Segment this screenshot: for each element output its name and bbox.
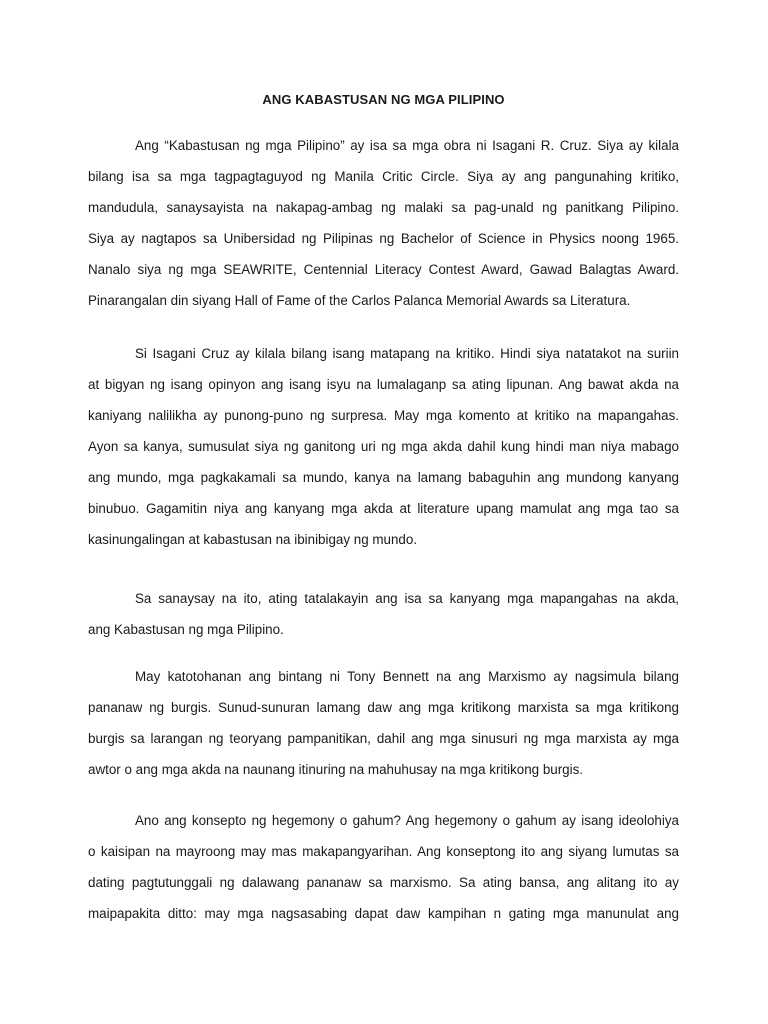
paragraph-line: Si Isagani Cruz ay kilala bilang isang matapang na kritiko. Hindi siya natatakot na suriin <box>135 346 679 361</box>
paragraph-line: burgis sa larangan ng teoryang pampanitikan, dahil ang mga sinusuri ng mga marxista ay mga <box>88 731 679 746</box>
paragraph-line: ang mundo, mga pagkakamali sa mundo, kanya na lamang babaguhin ang mundong kanyang <box>88 470 679 485</box>
document-title: ANG KABASTUSAN NG MGA PILIPINO <box>262 92 505 107</box>
paragraph-line: at bigyan ng isang opinyon ang isang isyu na lumalaganp sa ating lipunan. Ang bawat akda na <box>88 377 679 392</box>
paragraph-line: Siya ay nagtapos sa Unibersidad ng Pilipinas ng Bachelor of Science in Physics noong 1965. <box>88 231 679 246</box>
paragraph-line: bilang isa sa mga tagpagtaguyod ng Manila Critic Circle. Siya ay ang pangunahing kritiko, <box>88 169 679 184</box>
paragraph-line: ang Kabastusan ng mga Pilipino. <box>88 622 284 637</box>
paragraph-line: Sa sanaysay na ito, ating tatalakayin ang isa sa kanyang mga mapangahas na akda, <box>135 591 679 606</box>
paragraph-line: Ang “Kabastusan ng mga Pilipino” ay isa sa mga obra ni Isagani R. Cruz. Siya ay kilala <box>135 138 679 153</box>
paragraph-1 <box>88 138 679 324</box>
paragraph-line: binubuo. Gagamitin niya ang kanyang mga akda at literature upang mamulat ang mga tao sa <box>88 501 679 516</box>
paragraph-line: o kaisipan na mayroong may mas makapangyarihan. Ang konseptong ito ang siyang lumutas sa <box>88 844 679 859</box>
paragraph-2 <box>88 346 679 563</box>
paragraph-3 <box>88 591 679 653</box>
paragraph-line: kasinungalingan at kabastusan na ibinibigay ng mundo. <box>88 532 418 547</box>
paragraph-line: Ayon sa kanya, sumusulat siya ng ganitong uri ng mga akda dahil kung hindi man niya mabago <box>88 439 679 454</box>
paragraph-line: maipapakita ditto: may mga nagsasabing dapat daw kampihan n gating mga manunulat ang <box>88 906 679 921</box>
paragraph-4 <box>88 669 679 793</box>
paragraph-line: awtor o ang mga akda na naunang itinuring na mahuhusay na mga kritikong burgis. <box>88 762 584 777</box>
paragraph-line: mandudula, sanaysayista na nakapag-ambag ng malaki sa pag-unald ng panitkang Pilipino. <box>88 200 679 215</box>
paragraph-line: May katotohanan ang bintang ni Tony Bennett na ang Marxismo ay nagsimula bilang <box>135 669 679 684</box>
paragraph-line: pananaw ng burgis. Sunud-sunuran lamang daw ang mga kritikong marxista sa mga kritikong <box>88 700 679 715</box>
paragraph-line: Pinarangalan din siyang Hall of Fame of the Carlos Palanca Memorial Awards sa Literatura. <box>88 293 631 308</box>
paragraph-line: kaniyang nalilikha ay punong-puno ng surpresa. May mga komento at kritiko na mapangahas. <box>88 408 679 423</box>
paragraph-line: Nanalo siya ng mga SEAWRITE, Centennial Literacy Contest Award, Gawad Balagtas Award. <box>88 262 679 277</box>
paragraph-line: Ano ang konsepto ng hegemony o gahum? Ang hegemony o gahum ay isang ideolohiya <box>135 813 679 828</box>
paragraph-line: dating pagtutunggali ng dalawang pananaw sa marxismo. Sa ating bansa, ang alitang ito ay <box>88 875 679 890</box>
paragraph-5 <box>88 813 679 937</box>
